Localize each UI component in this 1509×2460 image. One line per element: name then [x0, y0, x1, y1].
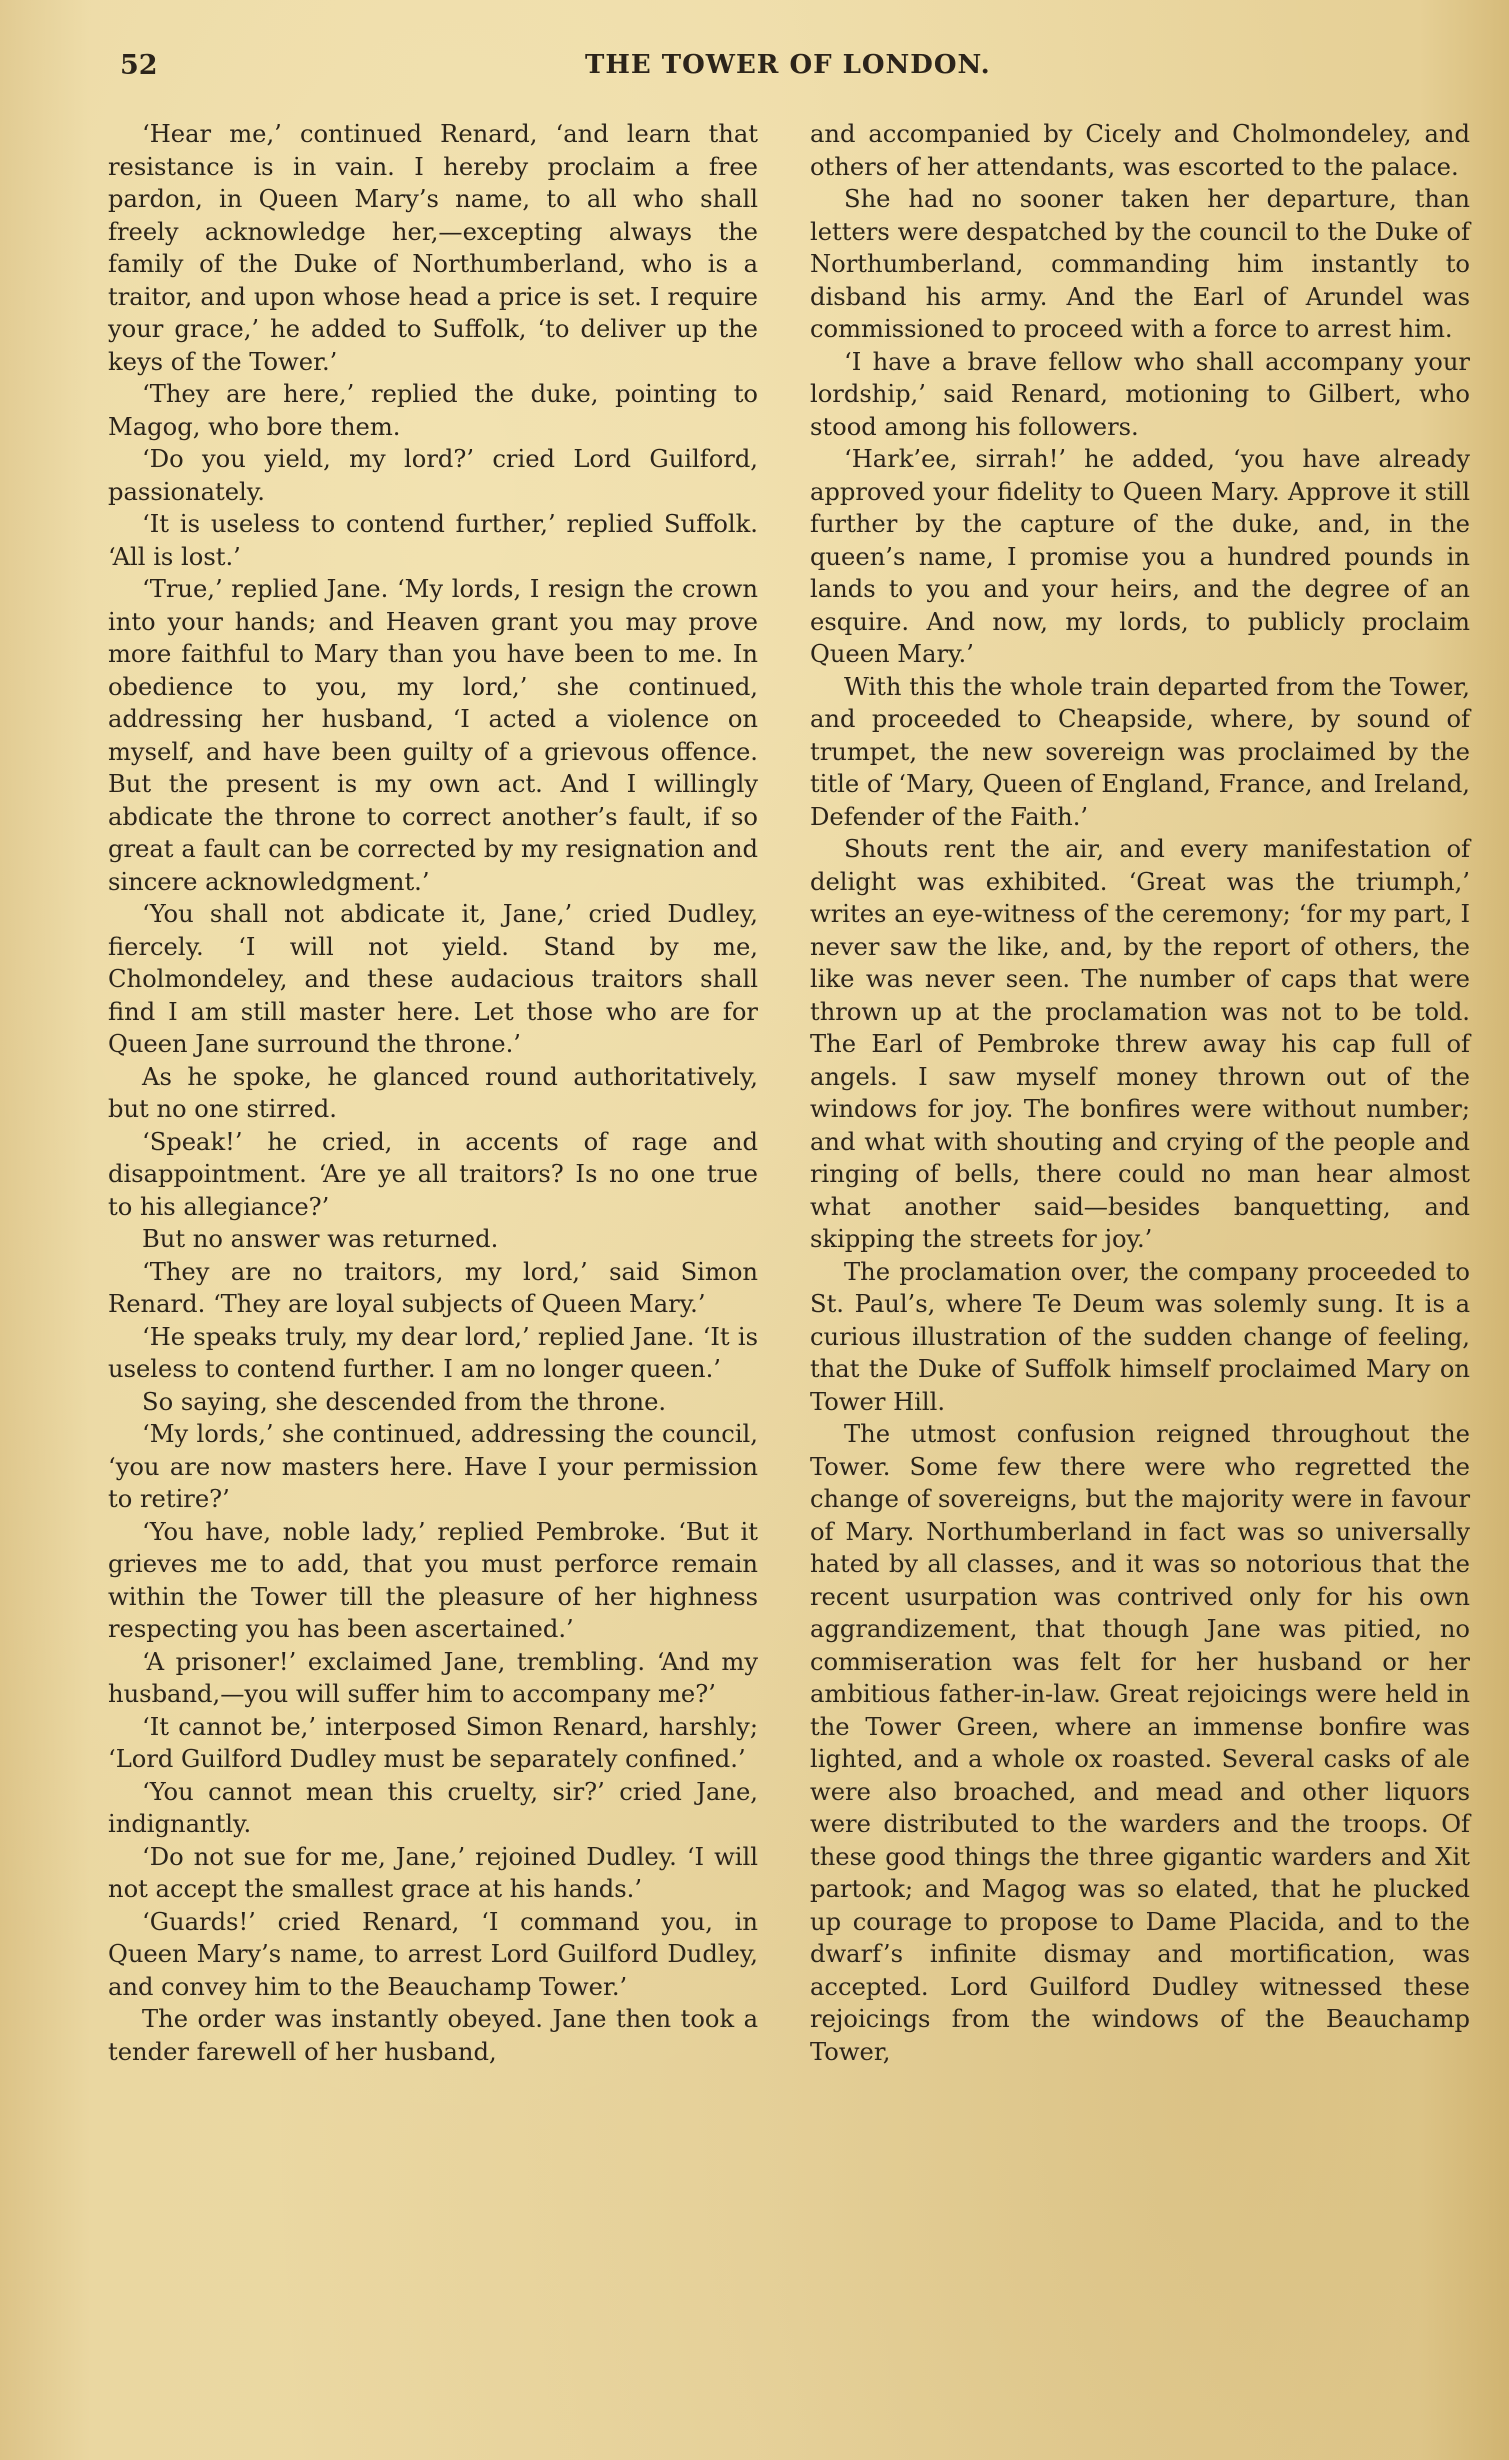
paragraph: Shouts rent the air, and every manifestation of delight was exhibited. ‘Great was the triumph,’ writes an eye-witness of the ceremony; ‘for my part, I never saw the like, and, by the report of others, the like was never seen. The number of caps that were thrown up at the proclamation was not to be told. The Earl of Pembroke threw away his cap full of angels. I saw myself money thrown out of the windows for joy. The bonfires were without number; and what with shouting and crying of the people and ringing of bells, there could no man hear almost what another said—besides banquetting, and skipping the streets for joy.’	[810, 835, 1470, 1253]
paragraph-continuation: and accompanied by Cicely and Cholmondeley, and others of her attendants, was escorted to the palace.	[810, 120, 1470, 181]
paragraph: The proclamation over, the company proceeded to St. Paul’s, where Te Deum was solemly sung. It is a curious illustration of the sudden change of feeling, that the Duke of Suffolk himself proclaimed Mary on Tower Hill.	[810, 1257, 1470, 1416]
paragraph: But no answer was returned.	[142, 1225, 499, 1253]
page-number: 52	[120, 50, 158, 81]
paragraph: ‘You have, noble lady,’ replied Pembroke. ‘But it grieves me to add, that you must perforce remain within the Tower till the pleasure of her highness respecting you has been ascertained.’	[108, 1517, 758, 1643]
paragraph: ‘It cannot be,’ interposed Simon Renard, harshly; ‘Lord Guilford Dudley must be separately confined.’	[108, 1712, 758, 1773]
paragraph: ‘Hark’ee, sirrah!’ he added, ‘you have already approved your fidelity to Queen Mary. Approve it still further by the capture of the duke, and, in the queen’s name, I promise you a hundred pounds in lands to you and your heirs, and the degree of an esquire. And now, my lords, to publicly proclaim Queen Mary.’	[810, 445, 1470, 668]
right-column	[810, 118, 1470, 2068]
paragraph: ‘Do you yield, my lord?’ cried Lord Guilford, passionately.	[108, 445, 758, 506]
paragraph: ‘They are here,’ replied the duke, pointing to Magog, who bore them.	[108, 380, 758, 441]
paragraph: The utmost confusion reigned throughout the Tower. Some few there were who regretted the change of sovereigns, but the majority were in favour of Mary. Northumberland in fact was so universally hated by all classes, and it was so notorious that the recent usurpation was contrived only for his own aggrandizement, that though Jane was pitied, no commiseration was felt for her husband or her ambitious father-in-law. Great rejoicings were held in the Tower Green, where an immense bonfire was lighted, and a whole ox roasted. Several casks of ale were also broached, and mead and other liquors were distributed to the warders and the troops. Of these good things the three gigantic warders and Xit partook; and Magog was so elated, that he plucked up courage to propose to Dame Placida, and to the dwarf’s infinite dismay and mortification, was accepted. Lord Guilford Dudley witnessed these rejoicings from the windows of the Beauchamp Tower,	[810, 1420, 1470, 2066]
paragraph: So saying, she descended from the throne.	[142, 1387, 667, 1416]
paragraph: ‘It is useless to contend further,’ replied Suffolk. ‘All is lost.’	[108, 510, 758, 571]
paragraph: ‘You cannot mean this cruelty, sir?’ cried Jane, indignantly.	[108, 1777, 758, 1838]
paragraph: ‘True,’ replied Jane. ‘My lords, I resign the crown into your hands; and Heaven grant you may prove more faithful to Mary than you have been to me. In obedience to you, my lord,’ she continued, addressing her husband, ‘I acted a violence on myself, and have been guilty of a grievous offence. But the present is my own act. And I willingly abdicate the throne to correct another’s fault, if so great a fault can be corrected by my resignation and sincere acknowledgment.’	[108, 575, 758, 896]
page-header	[120, 50, 1469, 90]
left-column	[108, 118, 758, 2068]
paragraph: The order was instantly obeyed. Jane then took a tender farewell of her husband,	[108, 2005, 758, 2066]
paragraph: She had no sooner taken her departure, than letters were despatched by the council to the Duke of Northumberland, commanding him instantly to disband his army. And the Earl of Arundel was commissioned to proceed with a force to arrest him.	[810, 185, 1470, 343]
paragraph: ‘I have a brave fellow who shall accompany your lordship,’ said Renard, motioning to Gilbert, who stood among his followers.	[810, 347, 1470, 441]
paragraph: ‘You shall not abdicate it, Jane,’ cried Dudley, fiercely. ‘I will not yield. Stand by me, Cholmondeley, and these audacious traitors shall find I am still master here. Let those who are for Queen Jane surround the throne.’	[108, 900, 758, 1058]
paragraph: ‘They are no traitors, my lord,’ said Simon Renard. ‘They are loyal subjects of Queen Mary.’	[108, 1257, 758, 1318]
paragraph: ‘Guards!’ cried Renard, ‘I command you, in Queen Mary’s name, to arrest Lord Guilford Dudley, and convey him to the Beauchamp Tower.’	[108, 1907, 758, 2001]
paragraph: ‘Do not sue for me, Jane,’ rejoined Dudley. ‘I will not accept the smallest grace at his hands.’	[108, 1842, 758, 1903]
running-title: THE TOWER OF LONDON.	[585, 50, 991, 80]
paragraph: ‘Speak!’ he cried, in accents of rage and disappointment. ‘Are ye all traitors? Is no one true to his allegiance?’	[108, 1127, 758, 1221]
paragraph: ‘Hear me,’ continued Renard, ‘and learn that resistance is in vain. I hereby proclaim a free pardon, in Queen Mary’s name, to all who shall freely acknowledge her,—excepting always the family of the Duke of Northumberland, who is a traitor, and upon whose head a price is set. I require your grace,’ he added to Suffolk, ‘to deliver up the keys of the Tower.’	[108, 120, 758, 376]
paragraph: ‘He speaks truly, my dear lord,’ replied Jane. ‘It is useless to contend further. I am no longer queen.’	[108, 1322, 758, 1383]
paragraph: As he spoke, he glanced round authoritatively, but no one stirred.	[108, 1062, 758, 1123]
paragraph: ‘A prisoner!’ exclaimed Jane, trembling. ‘And my husband,—you will suffer him to accompany me?’	[108, 1647, 758, 1708]
paragraph: With this the whole train departed from the Tower, and proceeded to Cheapside, where, by sound of trumpet, the new sovereign was proclaimed by the title of ‘Mary, Queen of England, France, and Ireland, Defender of the Faith.’	[810, 672, 1470, 831]
paragraph: ‘My lords,’ she continued, addressing the council, ‘you are now masters here. Have I your permission to retire?’	[108, 1420, 758, 1513]
